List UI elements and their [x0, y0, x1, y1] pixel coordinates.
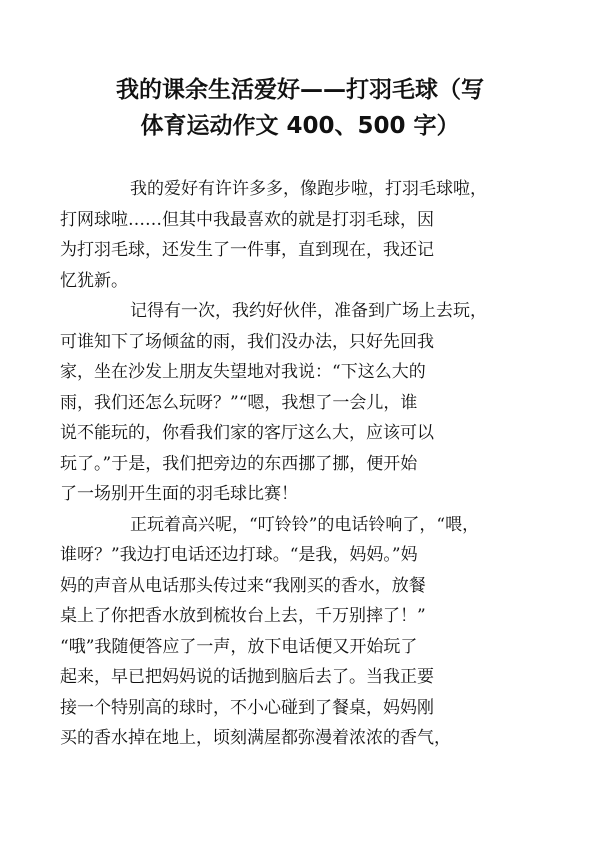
body-line: 忆犹新。	[60, 270, 128, 291]
document-body	[60, 174, 507, 754]
body-line: 说不能玩的，你看我们家的客厅这么大，应该可以	[60, 423, 434, 443]
body-line: 妈的声音从电话那头传过来“我刚买的香水，放餐	[60, 575, 426, 596]
body-line: 起来，早已把妈妈说的话抛到脑后去了。当我正要	[60, 667, 434, 687]
body-line: 为打羽毛球，还发生了一件事，直到现在，我还记	[60, 240, 434, 260]
body-line: 接一个特别高的球时，不小心碰到了餐桌，妈妈刚	[60, 697, 434, 718]
body-line: 雨，我们还怎么玩呀？”“嗯，我想了一会儿，谁	[60, 392, 418, 413]
body-line: 谁呀？”我边打电话还边打球。“是我，妈妈。”妈	[60, 545, 418, 565]
body-line: 家，坐在沙发上朋友失望地对我说：“下这么大的	[60, 362, 426, 382]
body-line: 了一场别开生面的羽毛球比赛！	[60, 484, 298, 504]
body-line: 我的爱好有许许多多，像跑步啦，打羽毛球啦，	[130, 179, 487, 199]
title-line-2: 体育运动作文 400、500 字）	[140, 113, 460, 139]
body-line: 记得有一次，我约好伙伴，准备到广场上去玩，	[130, 301, 487, 321]
body-line: “哦”我随便答应了一声，放下电话便又开始玩了	[60, 636, 418, 657]
body-line: 打网球啦……但其中我最喜欢的就是打羽毛球，因	[60, 209, 434, 230]
body-line: 正玩着高兴呢，“叮铃铃”的电话铃响了，“喂，	[130, 514, 480, 535]
title-line-1: 我的课余生活爱好——打羽毛球（写	[116, 77, 484, 103]
body-line: 可谁知下了场倾盆的雨，我们没办法，只好先回我	[60, 331, 434, 352]
body-line: 玩了。”于是，我们把旁边的东西挪了挪，便开始	[60, 453, 418, 474]
body-line: 买的香水掉在地上，顷刻满屋都弥漫着浓浓的香气，	[60, 728, 451, 748]
body-line: 桌上了你把香水放到梳妆台上去，千万别摔了！”	[60, 606, 426, 626]
